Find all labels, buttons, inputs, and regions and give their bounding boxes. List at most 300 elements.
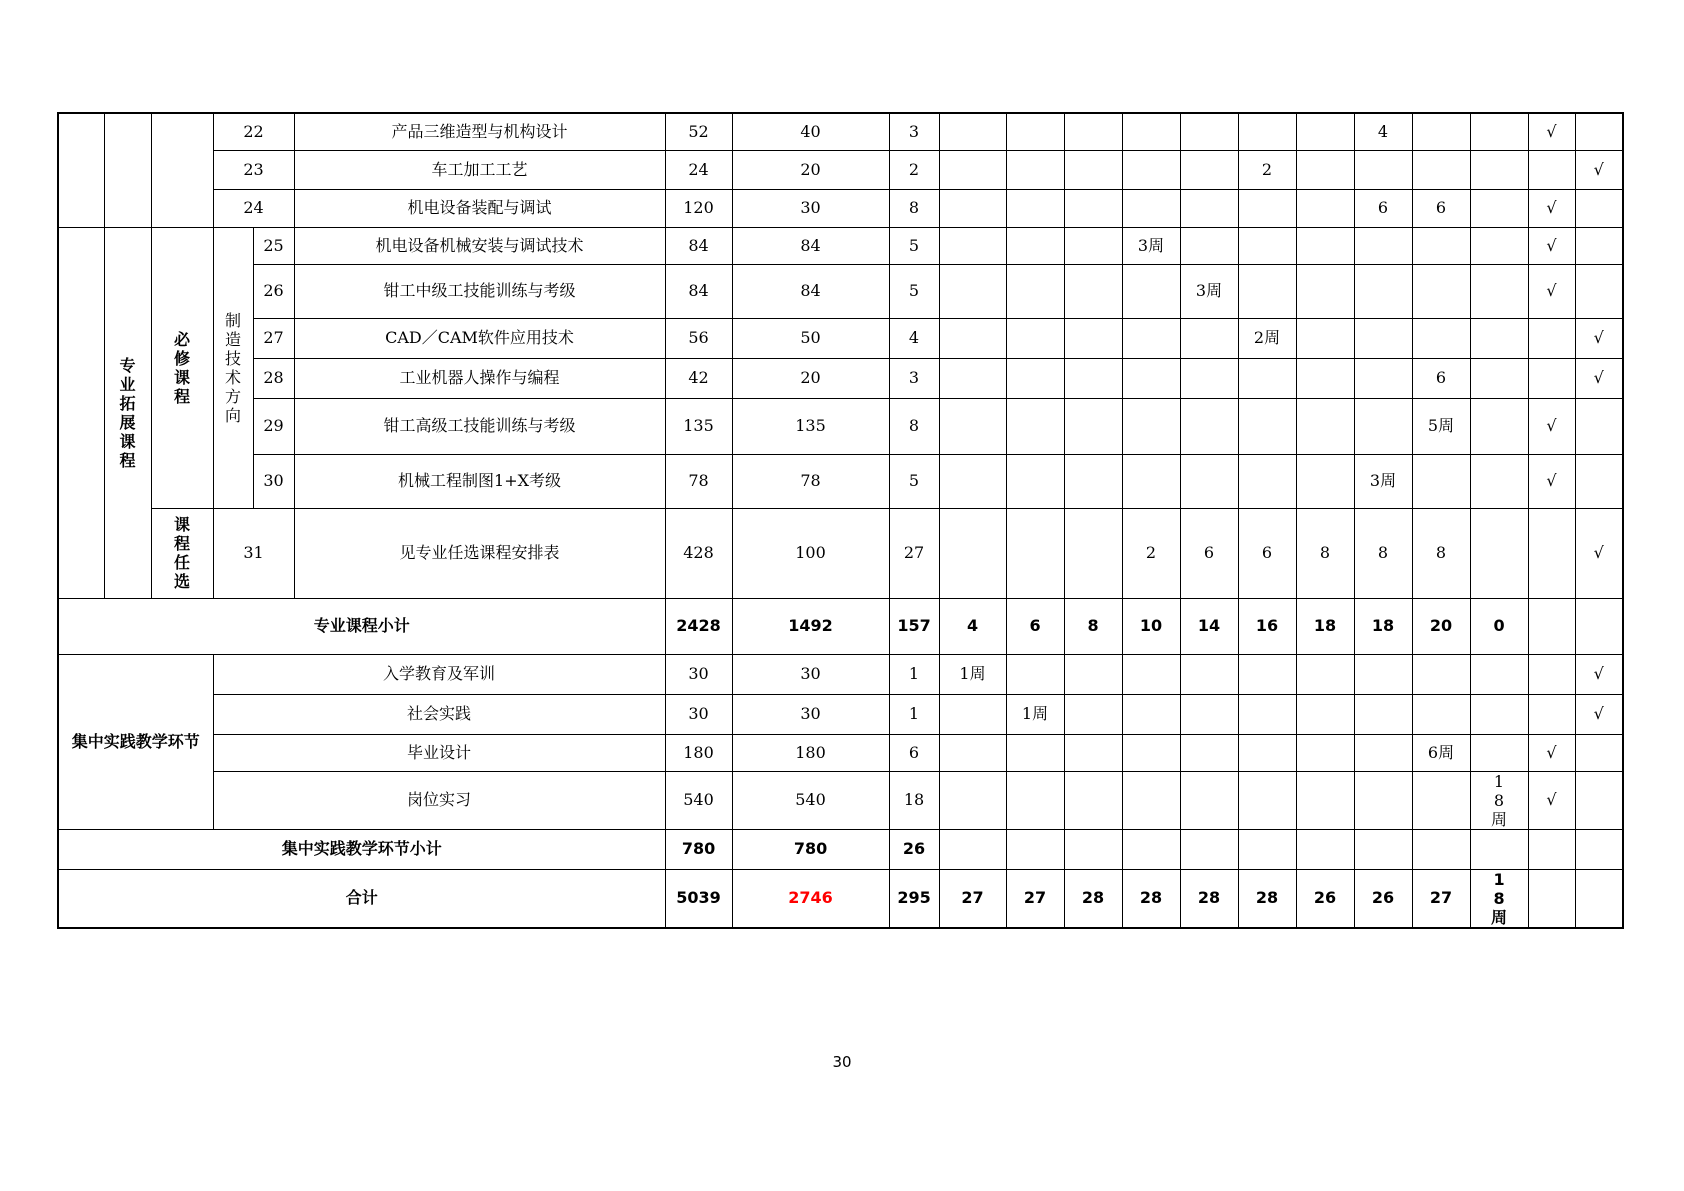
semester-cell: 8 — [1064, 598, 1122, 654]
semester-cell — [1006, 113, 1064, 150]
semester-cell — [1470, 829, 1528, 869]
semester-cell — [1296, 829, 1354, 869]
semester-cell — [1296, 654, 1354, 694]
exam-mark: √ — [1528, 264, 1575, 318]
semester-cell — [1006, 829, 1064, 869]
course-number: 30 — [253, 454, 294, 508]
credits: 5 — [889, 227, 939, 264]
semester-cell: 2 — [1122, 508, 1180, 598]
semester-cell — [1412, 829, 1470, 869]
semester-cell — [1354, 358, 1412, 398]
section-cell — [104, 113, 151, 227]
semester-cell — [1296, 771, 1354, 829]
semester-cell — [1470, 358, 1528, 398]
semester-cell — [1470, 654, 1528, 694]
course-row — [58, 508, 1623, 598]
semester-cell — [1470, 150, 1528, 189]
course-number: 31 — [213, 508, 294, 598]
semester-cell: 4 — [939, 598, 1006, 654]
course-number: 25 — [253, 227, 294, 264]
semester-cell — [1354, 227, 1412, 264]
practice-group-label: 集中实践教学环节 — [58, 654, 213, 829]
semester-cell — [1296, 264, 1354, 318]
semester-cell: 1周 — [939, 654, 1006, 694]
semester-cell — [1470, 398, 1528, 454]
check-mark — [1575, 829, 1623, 869]
semester-cell — [1470, 264, 1528, 318]
semester-cell — [1006, 318, 1064, 358]
page-number: 30 — [832, 1053, 852, 1071]
semester-cell — [1296, 734, 1354, 771]
semester-cell — [1180, 734, 1238, 771]
required-course-text: 必修课程 — [174, 329, 191, 406]
semester-cell — [1064, 189, 1122, 227]
total-hours: 84 — [665, 227, 732, 264]
practice-name: 社会实践 — [213, 694, 665, 734]
practice-hours: 100 — [732, 508, 889, 598]
total-hours: 56 — [665, 318, 732, 358]
check-mark — [1575, 869, 1623, 928]
exam-mark: √ — [1528, 734, 1575, 771]
semester-cell — [1006, 654, 1064, 694]
semester-cell — [1238, 227, 1296, 264]
expansion-course-label — [104, 227, 151, 598]
semester-cell: 0 — [1470, 598, 1528, 654]
semester-cell — [1180, 398, 1238, 454]
semester-cell — [1180, 771, 1238, 829]
check-mark: √ — [1575, 318, 1623, 358]
semester-cell — [1412, 264, 1470, 318]
semester-cell: 6 — [1412, 189, 1470, 227]
semester-cell: 27 — [1412, 869, 1470, 928]
section-cell — [151, 113, 213, 227]
semester-cell — [1470, 694, 1528, 734]
semester-cell: 26 — [1354, 869, 1412, 928]
semester-cell — [1122, 150, 1180, 189]
total-hours: 42 — [665, 358, 732, 398]
course-number: 26 — [253, 264, 294, 318]
exam-mark — [1528, 829, 1575, 869]
semester-cell — [1122, 189, 1180, 227]
semester-cell — [1180, 113, 1238, 150]
check-mark: √ — [1575, 150, 1623, 189]
semester-cell — [1412, 318, 1470, 358]
exam-mark: √ — [1528, 189, 1575, 227]
semester-cell: 3周 — [1180, 264, 1238, 318]
subtotal-label: 集中实践教学环节小计 — [58, 829, 665, 869]
semester-cell: 28 — [1122, 869, 1180, 928]
semester-cell — [1180, 654, 1238, 694]
course-row — [58, 264, 1623, 318]
semester-cell — [1354, 654, 1412, 694]
elective-course-text: 课程任选 — [174, 515, 191, 591]
course-name: 见专业任选课程安排表 — [294, 508, 665, 598]
course-row — [58, 358, 1623, 398]
semester-cell — [1180, 829, 1238, 869]
semester-cell — [1296, 227, 1354, 264]
semester-cell — [1122, 771, 1180, 829]
subtotal-row — [58, 829, 1623, 869]
semester-cell — [1238, 264, 1296, 318]
subtotal-row — [58, 598, 1623, 654]
semester-cell — [1238, 654, 1296, 694]
exam-mark — [1528, 694, 1575, 734]
practice-hours: 84 — [732, 227, 889, 264]
semester-cell: 14 — [1180, 598, 1238, 654]
credits: 6 — [889, 734, 939, 771]
exam-mark — [1528, 358, 1575, 398]
semester-cell — [1064, 227, 1122, 264]
practice-hours: 1492 — [732, 598, 889, 654]
course-row — [58, 318, 1623, 358]
practice-hours: 40 — [732, 113, 889, 150]
practice-row — [58, 694, 1623, 734]
semester-cell: 26 — [1296, 869, 1354, 928]
total-hours: 120 — [665, 189, 732, 227]
semester-cell — [1412, 113, 1470, 150]
semester-cell — [1064, 508, 1122, 598]
grand-total-row — [58, 869, 1623, 928]
semester-cell — [1238, 454, 1296, 508]
semester-cell — [1296, 358, 1354, 398]
exam-mark: √ — [1528, 227, 1575, 264]
practice-hours: 30 — [732, 694, 889, 734]
semester-cell — [1006, 771, 1064, 829]
course-row — [58, 227, 1623, 264]
exam-mark — [1528, 598, 1575, 654]
check-mark — [1575, 771, 1623, 829]
semester-cell — [1470, 508, 1528, 598]
grand-total-label: 合计 — [58, 869, 665, 928]
semester-cell: 6 — [1354, 189, 1412, 227]
course-plan-table — [57, 112, 1624, 929]
semester-cell — [1470, 454, 1528, 508]
course-number: 22 — [213, 113, 294, 150]
course-row — [58, 113, 1623, 150]
semester-cell: 27 — [1006, 869, 1064, 928]
semester-cell — [1238, 829, 1296, 869]
semester-cell — [1122, 654, 1180, 694]
required-course-label — [151, 227, 213, 508]
semester-cell — [1006, 454, 1064, 508]
expansion-course-text: 专业拓展课程 — [119, 355, 136, 470]
credits: 295 — [889, 869, 939, 928]
semester-cell — [1064, 113, 1122, 150]
semester-cell — [1006, 508, 1064, 598]
credits: 8 — [889, 398, 939, 454]
check-mark — [1575, 264, 1623, 318]
practice-hours: 780 — [732, 829, 889, 869]
exam-mark — [1528, 150, 1575, 189]
semester-cell — [939, 318, 1006, 358]
total-hours: 2428 — [665, 598, 732, 654]
semester-cell — [1064, 694, 1122, 734]
section-cell — [58, 113, 104, 227]
semester-cell — [1064, 454, 1122, 508]
total-hours: 780 — [665, 829, 732, 869]
semester-cell — [1006, 398, 1064, 454]
semester-cell — [939, 454, 1006, 508]
course-number: 28 — [253, 358, 294, 398]
elective-course-label — [151, 508, 213, 598]
practice-hours: 135 — [732, 398, 889, 454]
practice-hours: 180 — [732, 734, 889, 771]
check-mark — [1575, 598, 1623, 654]
semester-cell — [1412, 694, 1470, 734]
semester-cell: 28 — [1064, 869, 1122, 928]
semester-cell — [1470, 771, 1528, 829]
semester-cell — [1470, 227, 1528, 264]
credits: 8 — [889, 189, 939, 227]
semester-cell — [1180, 189, 1238, 227]
semester-cell — [1006, 358, 1064, 398]
semester-cell — [1296, 454, 1354, 508]
semester-cell — [1064, 318, 1122, 358]
credits: 26 — [889, 829, 939, 869]
semester-cell — [1180, 694, 1238, 734]
semester-cell — [1122, 358, 1180, 398]
semester-cell: 4 — [1354, 113, 1412, 150]
semester-cell — [1122, 398, 1180, 454]
total-hours: 30 — [665, 654, 732, 694]
semester-cell: 6 — [1006, 598, 1064, 654]
semester-cell — [1296, 189, 1354, 227]
semester-cell — [1238, 734, 1296, 771]
semester-cell — [939, 358, 1006, 398]
semester-cell: 8 — [1412, 508, 1470, 598]
semester-cell — [1238, 358, 1296, 398]
semester-cell: 8 — [1296, 508, 1354, 598]
semester-cell — [1296, 398, 1354, 454]
semester-cell — [1122, 694, 1180, 734]
semester-cell — [1238, 398, 1296, 454]
semester-cell: 28 — [1180, 869, 1238, 928]
semester-cell: 20 — [1412, 598, 1470, 654]
semester-cell — [1470, 869, 1528, 928]
check-mark: √ — [1575, 508, 1623, 598]
semester-cell — [1006, 150, 1064, 189]
semester-cell — [1354, 398, 1412, 454]
semester-cell — [1470, 189, 1528, 227]
semester-cell — [1354, 829, 1412, 869]
course-row — [58, 150, 1623, 189]
semester-cell — [939, 227, 1006, 264]
exam-mark — [1528, 318, 1575, 358]
semester-cell: 6 — [1238, 508, 1296, 598]
credits: 1 — [889, 694, 939, 734]
course-name: 工业机器人操作与编程 — [294, 358, 665, 398]
practice-name: 毕业设计 — [213, 734, 665, 771]
practice-hours: 30 — [732, 654, 889, 694]
direction-label — [213, 227, 253, 508]
total-hours: 135 — [665, 398, 732, 454]
total-hours: 78 — [665, 454, 732, 508]
semester-cell — [1064, 150, 1122, 189]
check-mark: √ — [1575, 694, 1623, 734]
practice-name: 入学教育及军训 — [213, 654, 665, 694]
semester-cell — [1296, 318, 1354, 358]
semester-cell — [1006, 264, 1064, 318]
semester-cell — [939, 150, 1006, 189]
table-body — [58, 113, 1623, 928]
semester-cell — [1238, 694, 1296, 734]
course-row — [58, 454, 1623, 508]
credits: 1 — [889, 654, 939, 694]
semester-cell — [1354, 734, 1412, 771]
course-name: 钳工高级工技能训练与考级 — [294, 398, 665, 454]
semester-cell — [939, 189, 1006, 227]
semester-cell — [1122, 829, 1180, 869]
semester-cell — [1354, 771, 1412, 829]
semester-cell — [1354, 694, 1412, 734]
semester-cell — [1064, 398, 1122, 454]
check-mark — [1575, 398, 1623, 454]
total-hours: 540 — [665, 771, 732, 829]
semester-cell — [939, 771, 1006, 829]
semester-cell — [1006, 734, 1064, 771]
semester-cell — [1470, 734, 1528, 771]
semester-cell — [1412, 454, 1470, 508]
check-mark — [1575, 454, 1623, 508]
semester-cell: 3周 — [1122, 227, 1180, 264]
credits: 27 — [889, 508, 939, 598]
semester-cell: 1周 — [1006, 694, 1064, 734]
course-name: 机电设备装配与调试 — [294, 189, 665, 227]
practice-hours: 2746 — [732, 869, 889, 928]
practice-hours: 50 — [732, 318, 889, 358]
semester-cell — [939, 398, 1006, 454]
semester-cell — [1354, 264, 1412, 318]
semester-cell — [1122, 113, 1180, 150]
practice-row — [58, 654, 1623, 694]
course-row — [58, 189, 1623, 227]
practice-hours: 20 — [732, 150, 889, 189]
check-mark — [1575, 189, 1623, 227]
semester-cell — [1180, 150, 1238, 189]
check-mark — [1575, 227, 1623, 264]
semester-cell: 5周 — [1412, 398, 1470, 454]
practice-hours: 20 — [732, 358, 889, 398]
practice-hours: 78 — [732, 454, 889, 508]
semester-cell — [1412, 771, 1470, 829]
semester-cell: 6 — [1180, 508, 1238, 598]
semester-cell: 6 — [1412, 358, 1470, 398]
semester-cell — [1064, 771, 1122, 829]
total-hours: 24 — [665, 150, 732, 189]
semester-cell: 10 — [1122, 598, 1180, 654]
semester-cell — [1064, 358, 1122, 398]
check-mark: √ — [1575, 358, 1623, 398]
semester-cell: 2周 — [1238, 318, 1296, 358]
total-hours: 5039 — [665, 869, 732, 928]
semester-cell — [1180, 318, 1238, 358]
semester-cell — [1354, 318, 1412, 358]
total-hours: 180 — [665, 734, 732, 771]
course-name: 机电设备机械安装与调试技术 — [294, 227, 665, 264]
semester-cell — [939, 264, 1006, 318]
semester-cell — [1296, 150, 1354, 189]
semester-cell — [1412, 227, 1470, 264]
semester-cell — [1122, 318, 1180, 358]
semester-cell — [1122, 454, 1180, 508]
section-cell — [58, 227, 104, 598]
semester-cell — [939, 734, 1006, 771]
semester-cell — [1180, 358, 1238, 398]
semester-cell — [1354, 150, 1412, 189]
semester-cell — [1470, 318, 1528, 358]
semester-cell — [1064, 264, 1122, 318]
semester-cell: 16 — [1238, 598, 1296, 654]
check-mark: √ — [1575, 654, 1623, 694]
check-mark — [1575, 113, 1623, 150]
semester-cell — [1122, 734, 1180, 771]
credits: 18 — [889, 771, 939, 829]
semester-cell — [939, 829, 1006, 869]
exam-mark — [1528, 508, 1575, 598]
course-name: 机械工程制图1+X考级 — [294, 454, 665, 508]
course-number: 27 — [253, 318, 294, 358]
semester-cell — [1064, 654, 1122, 694]
total-hours: 52 — [665, 113, 732, 150]
semester-cell-text: 18周 — [1491, 771, 1508, 829]
semester-cell: 2 — [1238, 150, 1296, 189]
subtotal-label: 专业课程小计 — [58, 598, 665, 654]
semester-cell — [1238, 189, 1296, 227]
semester-cell — [1180, 227, 1238, 264]
direction-text: 制造技术方向 — [225, 310, 242, 425]
semester-cell-text: 18周 — [1491, 869, 1508, 927]
total-hours: 428 — [665, 508, 732, 598]
semester-cell — [1006, 227, 1064, 264]
total-hours: 30 — [665, 694, 732, 734]
course-name: 车工加工工艺 — [294, 150, 665, 189]
check-mark — [1575, 734, 1623, 771]
exam-mark: √ — [1528, 113, 1575, 150]
semester-cell: 8 — [1354, 508, 1412, 598]
exam-mark — [1528, 654, 1575, 694]
credits: 2 — [889, 150, 939, 189]
credits: 157 — [889, 598, 939, 654]
semester-cell — [939, 508, 1006, 598]
semester-cell: 6周 — [1412, 734, 1470, 771]
credits: 5 — [889, 264, 939, 318]
credits: 3 — [889, 113, 939, 150]
course-number: 24 — [213, 189, 294, 227]
exam-mark: √ — [1528, 454, 1575, 508]
practice-row — [58, 771, 1623, 829]
semester-cell — [1412, 654, 1470, 694]
semester-cell — [1296, 113, 1354, 150]
semester-cell — [1470, 113, 1528, 150]
semester-cell: 18 — [1354, 598, 1412, 654]
course-number: 29 — [253, 398, 294, 454]
semester-cell: 18 — [1296, 598, 1354, 654]
course-name: 钳工中级工技能训练与考级 — [294, 264, 665, 318]
credits: 3 — [889, 358, 939, 398]
exam-mark: √ — [1528, 398, 1575, 454]
course-name: 产品三维造型与机构设计 — [294, 113, 665, 150]
semester-cell — [1006, 189, 1064, 227]
semester-cell — [1064, 829, 1122, 869]
semester-cell — [1064, 734, 1122, 771]
semester-cell — [1180, 454, 1238, 508]
practice-name: 岗位实习 — [213, 771, 665, 829]
course-number: 23 — [213, 150, 294, 189]
credits: 5 — [889, 454, 939, 508]
practice-row — [58, 734, 1623, 771]
practice-hours: 30 — [732, 189, 889, 227]
semester-cell — [939, 113, 1006, 150]
